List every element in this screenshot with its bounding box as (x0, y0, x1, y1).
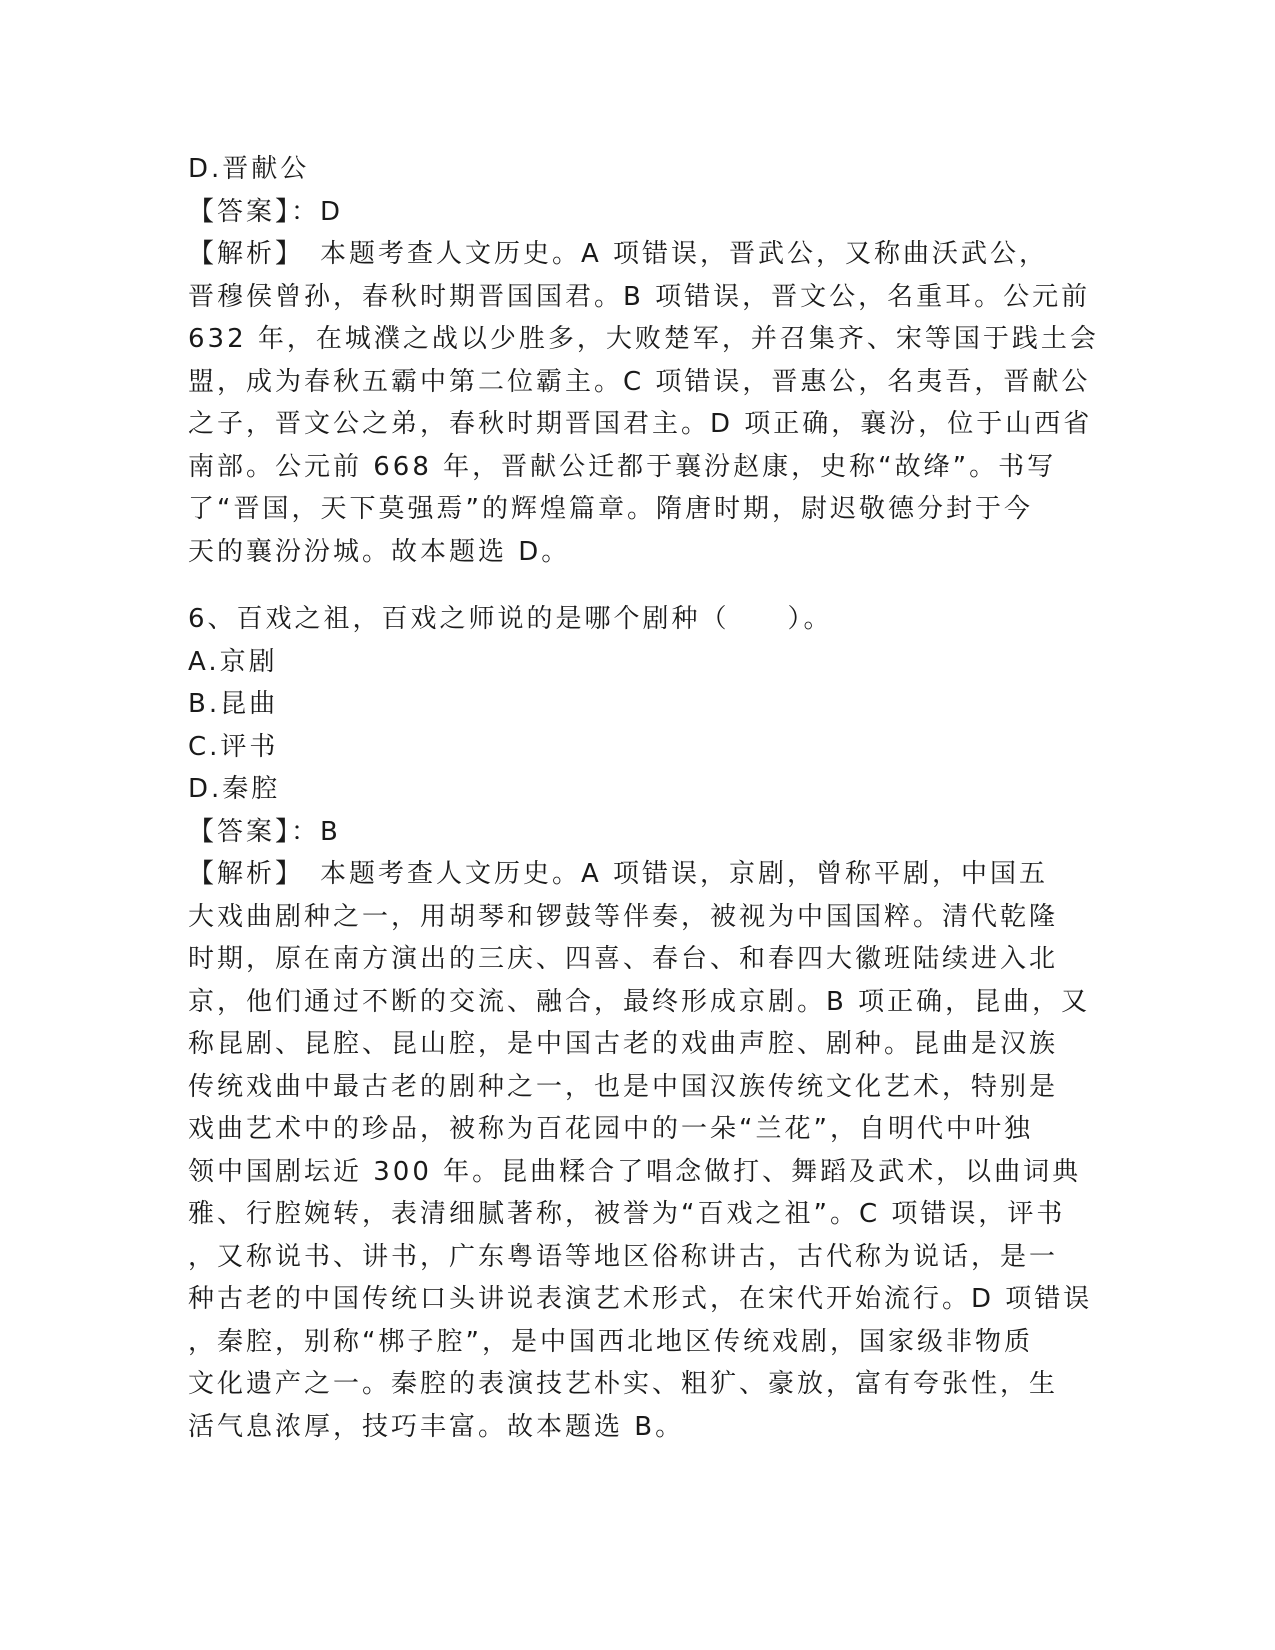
analysis-line: 大戏曲剧种之一，用胡琴和锣鼓等伴奏，被视为中国国粹。清代乾隆 (188, 901, 1059, 932)
analysis-line: 晋穆侯曾孙，春秋时期晋国国君。B 项错误，晋文公，名重耳。公元前 (188, 281, 1091, 312)
analysis-line: 【解析】 本题考查人文历史。A 项错误，京剧，曾称平剧，中国五 (188, 859, 1049, 889)
analysis-line: 632 年，在城濮之战以少胜多，大败楚军，并召集齐、宋等国于践土会 (188, 324, 1099, 354)
answer-line: 【答案】：D (188, 196, 344, 227)
analysis-line: 戏曲艺术中的珍品，被称为百花园中的一朵“兰花”，自明代中叶独 (188, 1114, 1033, 1144)
analysis-line: 领中国剧坛近 300 年。昆曲糅合了唱念做打、舞蹈及武术，以曲词典 (188, 1156, 1082, 1187)
analysis-line: 天的襄汾汾城。故本题选 D。 (188, 536, 571, 567)
analysis-paragraph (188, 853, 1093, 1448)
analysis-line: 了“晋国，天下莫强焉”的辉煌篇章。隋唐时期，尉迟敬德分封于今 (188, 494, 1033, 524)
analysis-paragraph (188, 233, 1099, 573)
analysis-line: 京，他们通过不断的交流、融合，最终形成京剧。B 项正确，昆曲，又 (188, 986, 1091, 1017)
analysis-line: ，秦腔，别称“梆子腔”，是中国西北地区传统戏剧，国家级非物质 (188, 1326, 1033, 1357)
analysis-line: 雅、行腔婉转，表清细腻著称，被誉为“百戏之祖”。C 项错误，评书 (188, 1199, 1066, 1229)
analysis-line: 盟，成为春秋五霸中第二位霸主。C 项错误，晋惠公，名夷吾，晋献公 (188, 366, 1091, 397)
analysis-line: 活气息浓厚，技巧丰富。故本题选 B。 (188, 1411, 685, 1442)
option-a: A.京剧 (188, 646, 278, 677)
question-6 (188, 598, 1093, 1448)
analysis-line: 称昆剧、昆腔、昆山腔，是中国古老的戏曲声腔、剧种。昆曲是汉族 (188, 1029, 1059, 1059)
option-d: D.晋献公 (188, 154, 310, 184)
analysis-line: 时期，原在南方演出的三庆、四喜、春台、和春四大徽班陆续进入北 (188, 944, 1059, 974)
option-c: C.评书 (188, 731, 279, 762)
analysis-line: 【解析】 本题考查人文历史。A 项错误，晋武公，又称曲沃武公， (188, 239, 1049, 269)
option-b: B.昆曲 (188, 689, 279, 719)
analysis-line: 文化遗产之一。秦腔的表演技艺朴实、粗犷、豪放，富有夸张性，生 (188, 1369, 1059, 1399)
question-5-continuation (188, 148, 1099, 573)
question-stem: 6、百戏之祖，百戏之师说的是哪个剧种（ ）。 (188, 604, 833, 634)
analysis-line: 传统戏曲中最古老的剧种之一，也是中国汉族传统文化艺术，特别是 (188, 1071, 1059, 1102)
analysis-line: ，又称说书、讲书，广东粤语等地区俗称讲古，古代称为说话，是一 (188, 1241, 1059, 1272)
answer-line: 【答案】：B (188, 816, 341, 847)
analysis-line: 南部。公元前 668 年，晋献公迁都于襄汾赵康，史称“故绛”。书写 (188, 451, 1057, 482)
analysis-line: 之子，晋文公之弟，春秋时期晋国君主。D 项正确，襄汾，位于山西省 (188, 409, 1093, 439)
analysis-line: 种古老的中国传统口头讲说表演艺术形式，在宋代开始流行。D 项错误 (188, 1284, 1093, 1314)
option-d: D.秦腔 (188, 774, 281, 804)
